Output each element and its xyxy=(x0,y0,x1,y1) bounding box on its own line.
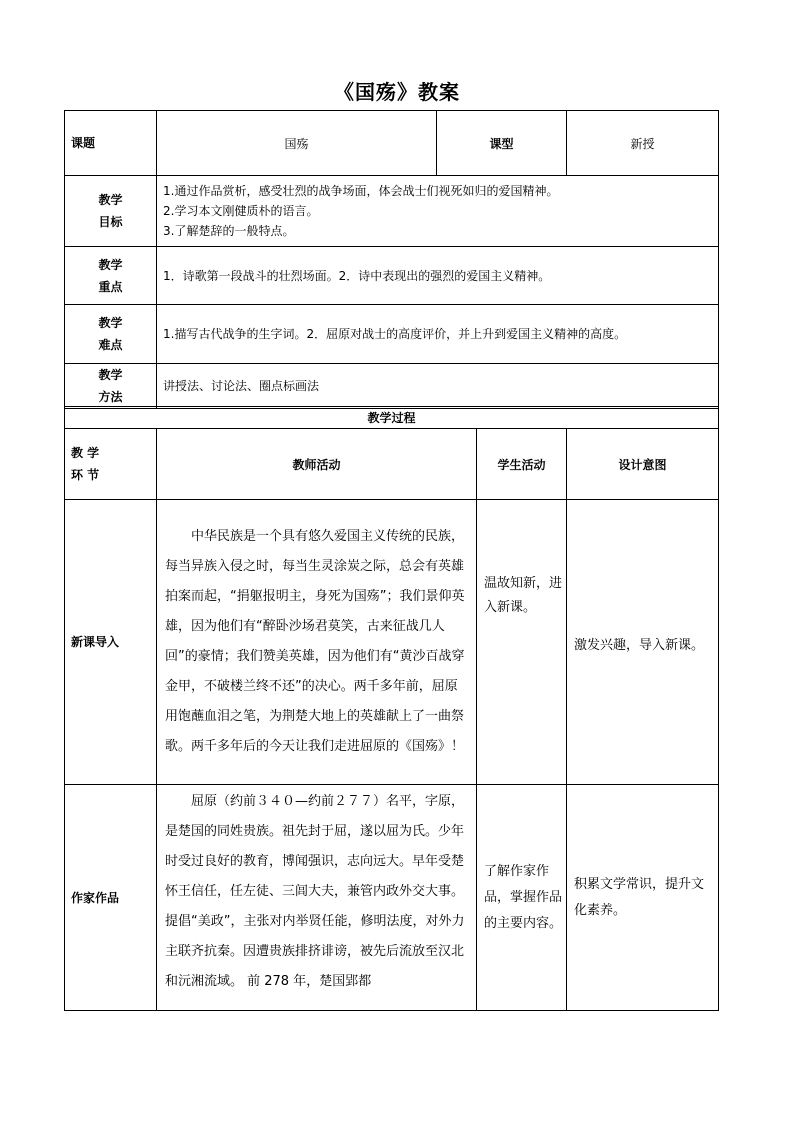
teacher-column-header: 教师活动 xyxy=(157,429,477,500)
difficulties-content: 1.描写古代战争的生字词。2．屈原对战士的高度评价，并上升到爱国主义精神的高度。 xyxy=(157,305,719,364)
objective-line: 1.通过作品赏析，感受壮烈的战争场面，体会战士们视死如归的爱国精神。 xyxy=(163,184,559,198)
topic-row xyxy=(65,111,719,176)
methods-label: 教学 方法 xyxy=(65,364,157,409)
design-intent-cell: 激发兴趣，导入新课。 xyxy=(567,500,719,785)
teacher-activity-cell: 中华民族是一个具有悠久爱国主义传统的民族，每当异族入侵之时，每当生灵涂炭之际，总会有英雄拍案而起，“捐躯报明主，身死为国殇”；我们景仰英雄，因为他们有“醉卧沙场君莫笑，古来征战几人回”的豪情；我们赞美英雄，因为他们有“黄沙百战穿金甲，不破楼兰终不还”的决心。两千多年前，屈原用饱蘸血泪之笔，为荆楚大地上的英雄献上了一曲祭歌。两千多年后的今天让我们走进屈原的《国殇》！ xyxy=(157,500,477,785)
objectives-content xyxy=(157,176,719,247)
student-activity-cell: 了解作家作品，掌握作品的主要内容。 xyxy=(477,785,567,1011)
objectives-label: 教学 目标 xyxy=(65,176,157,247)
teaching-process-table xyxy=(64,406,719,1011)
objective-line: 2.学习本文刚健质朴的语言。 xyxy=(163,204,319,218)
objectives-row xyxy=(65,176,719,247)
student-activity-cell: 温故知新，进入新课。 xyxy=(477,500,567,785)
methods-content: 讲授法、讨论法、圈点标画法 xyxy=(157,364,719,409)
process-header-row xyxy=(65,429,719,500)
student-column-header: 学生活动 xyxy=(477,429,567,500)
key-points-label: 教学 重点 xyxy=(65,247,157,305)
process-row-author xyxy=(65,785,719,1011)
methods-row xyxy=(65,364,719,409)
type-label: 课型 xyxy=(437,111,567,176)
stage-cell: 作家作品 xyxy=(65,785,157,1011)
process-row-intro xyxy=(65,500,719,785)
design-intent-cell: 积累文学常识，提升文化素养。 xyxy=(567,785,719,1011)
process-title: 教学过程 xyxy=(65,407,719,429)
page-title: 《国殇》教案 xyxy=(334,80,460,104)
difficulties-label: 教学 难点 xyxy=(65,305,157,364)
topic-label: 课题 xyxy=(65,111,157,176)
objective-line: 3.了解楚辞的一般特点。 xyxy=(163,224,295,238)
stage-cell: 新课导入 xyxy=(65,500,157,785)
topic-value: 国殇 xyxy=(157,111,437,176)
key-points-row xyxy=(65,247,719,305)
stage-column-header: 教 学 环 节 xyxy=(65,429,157,500)
type-value: 新授 xyxy=(567,111,719,176)
teacher-activity-cell: 屈原（约前３４０—约前２７７）名平，字原，是楚国的同姓贵族。祖先封于屈，遂以屈为氏。少年时受过良好的教育，博闻强识，志向远大。早年受楚怀王信任，任左徒、三闾大夫，兼管内政外交大事。提倡“美政”，主张对内举贤任能，修明法度，对外力主联齐抗秦。因遭贵族排挤诽谤，被先后流放至汉北和沅湘流域。 前 278 年，楚国郢都 xyxy=(157,785,477,1011)
key-points-content: 1．诗歌第一段战斗的壮烈场面。2．诗中表现出的强烈的爱国主义精神。 xyxy=(157,247,719,305)
process-title-row xyxy=(65,407,719,429)
difficulties-row xyxy=(65,305,719,364)
lesson-info-table xyxy=(64,110,719,409)
design-column-header: 设计意图 xyxy=(567,429,719,500)
